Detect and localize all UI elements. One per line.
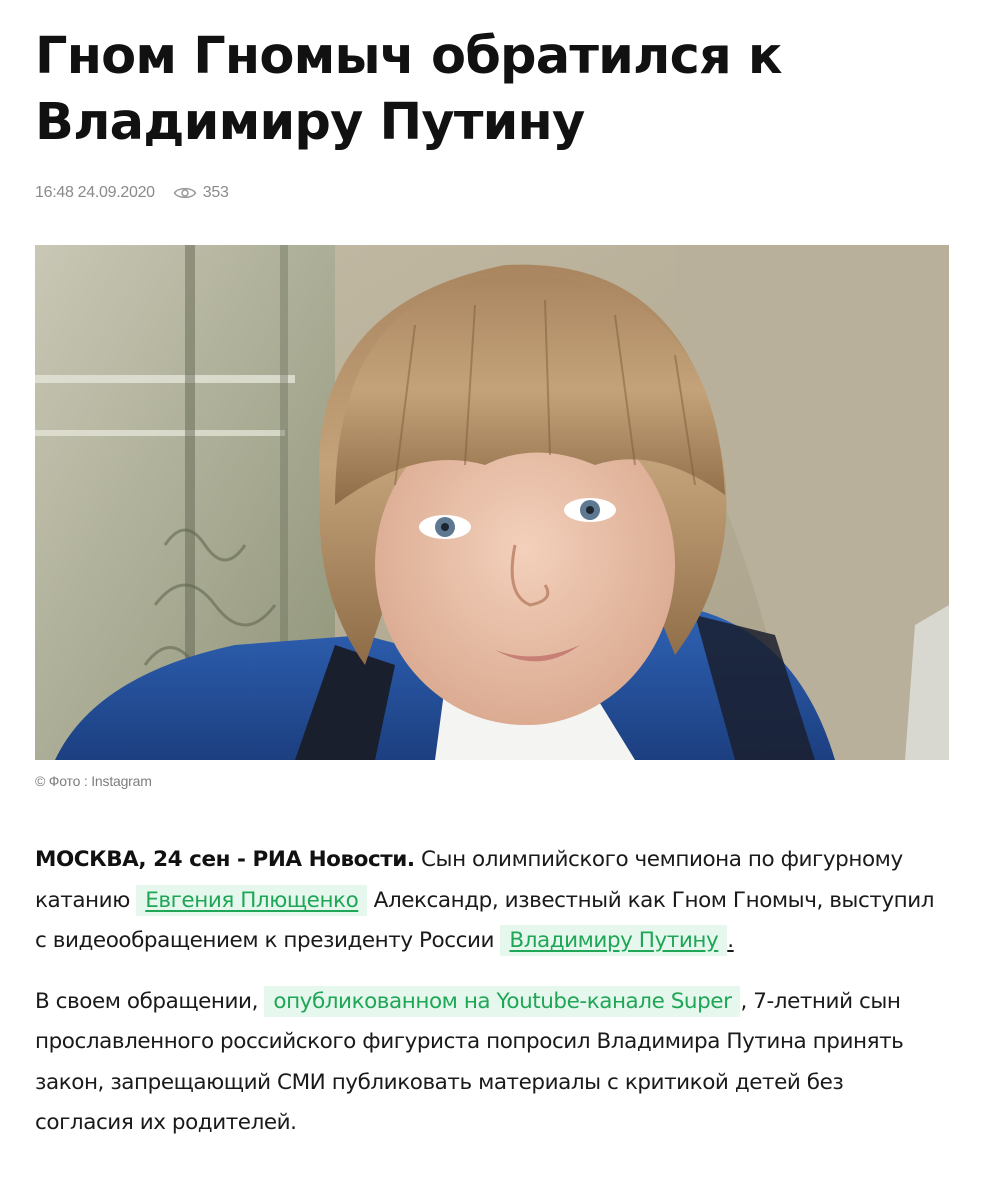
publish-time: 16:48 24.09.2020 — [35, 184, 155, 201]
article-lead: МОСКВА, 24 сен - РИА Новости. — [35, 847, 415, 872]
article-body — [35, 840, 947, 1164]
paragraph-text: , 7-летний сын прославленного российского фигуриста попросил Владимира Путина принять закон, запрещающий СМИ публиковать материалы с критикой детей без согласия их родителей. — [35, 988, 904, 1135]
article-photo — [35, 245, 949, 760]
paragraph-text: Сын олимпийского чемпиона по фигурному катанию — [35, 847, 903, 913]
paragraph-text: . — [727, 928, 734, 953]
article-title: Гном Гномыч обратился к Владимиру Путину — [35, 27, 782, 152]
paragraph-text: В своем обращении, — [35, 988, 265, 1014]
link-youtube-super[interactable]: опубликованном на Youtube-канале Super — [264, 986, 740, 1017]
views-count: 353 — [202, 184, 229, 201]
eye-icon — [173, 186, 197, 200]
article-paragraph-1 — [35, 840, 947, 962]
article-meta — [35, 182, 229, 204]
link-evgeny-plushenko[interactable]: Евгения Плющенко — [136, 885, 367, 916]
article-paragraph-2 — [35, 982, 947, 1144]
views-counter — [173, 184, 229, 202]
paragraph-text: Александр, известный как Гном Гномыч, выступил с видеообращением к президенту России — [35, 887, 935, 953]
photo-caption: © Фото : Instagram — [35, 773, 152, 789]
link-vladimir-putin[interactable]: Владимиру Путину — [500, 925, 727, 956]
